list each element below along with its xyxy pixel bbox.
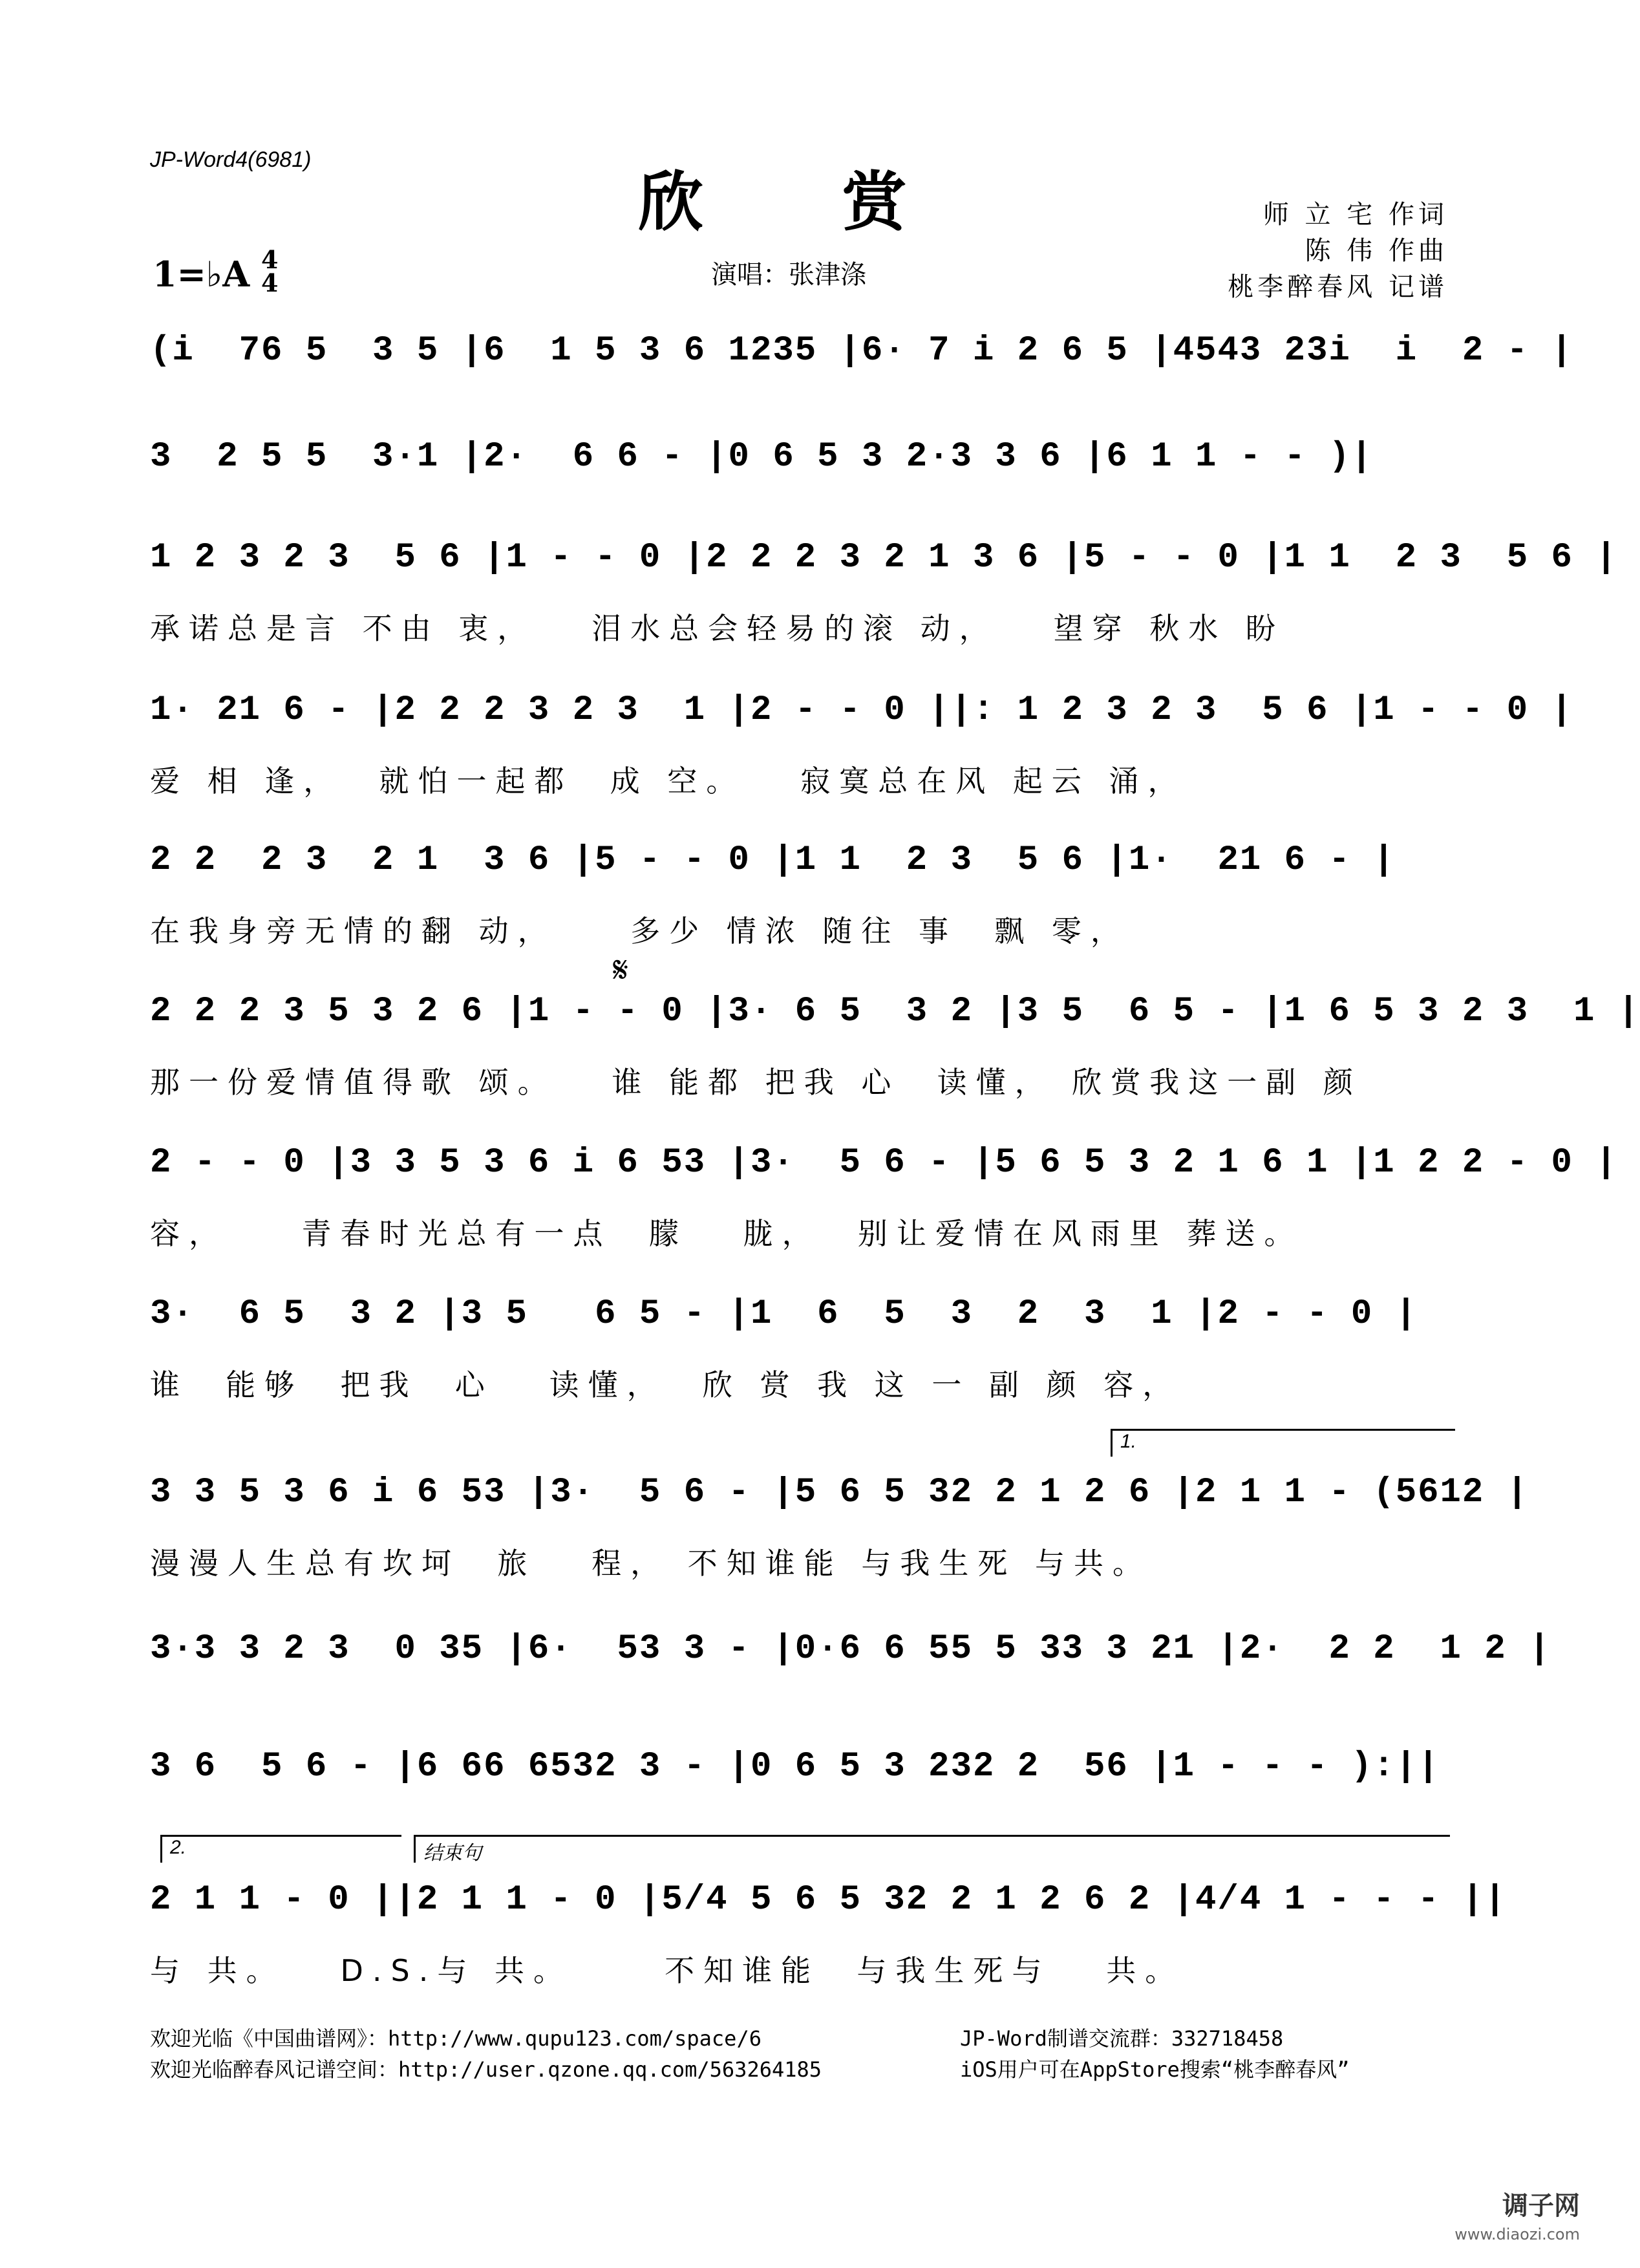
- time-signature-top: 4: [261, 245, 279, 274]
- notation-line: 1 2 3 2 3 5 6 |1 - - 0 |2 2 2 3 2 1 3 6 |5 - - 0 |1 1 2 3 5 6 |: [150, 538, 1618, 577]
- source-label: JP-Word4(6981): [150, 147, 312, 172]
- footer-space-link: 欢迎光临醉春风记谱空间：http://user.qzone.qq.com/563264185: [150, 2057, 822, 2082]
- watermark: [1454, 2192, 1580, 2249]
- notation-line: (i 76 5 3 5 |6 1 5 3 6 1235 |6· 7 i 2 6 5 |4543 23i i 2 - |: [150, 331, 1573, 370]
- key-signature: 1=♭A: [153, 253, 250, 295]
- footer-group-info: JP-Word制谱交流群：332718458: [960, 2026, 1284, 2051]
- transcriber-credit: 桃李醉春风 记谱: [1228, 272, 1448, 302]
- volta-1-label: 1.: [1120, 1431, 1137, 1452]
- composer-credit: 陈 伟 作曲: [1305, 236, 1448, 266]
- time-signature: [261, 245, 279, 297]
- notation-line: 2 2 2 3 5 3 2 6 |1 - - 0 |3· 6 5 3 2 |3 5 6 5 - |1 6 5 3 2 3 1 |: [150, 992, 1640, 1031]
- segno-sign: 𝄋: [613, 949, 629, 991]
- watermark-url: www.diaozi.com: [1454, 2225, 1580, 2243]
- notation-line: 3·3 3 2 3 0 35 |6· 53 3 - |0·6 6 55 5 33 3 21 |2· 2 2 1 2 |: [150, 1629, 1551, 1669]
- lyric-line: 漫漫人生总有坎坷 旅 程， 不知谁能 与我生死 与共。: [150, 1546, 1151, 1581]
- lyric-line: 爱 相 逢， 就怕一起都 成 空。 寂寞总在风 起云 涌，: [150, 764, 1187, 798]
- notation-line: 2 2 2 3 2 1 3 6 |5 - - 0 |1 1 2 3 5 6 |1· 21 6 - |: [150, 840, 1396, 880]
- volta-2-label: 2.: [170, 1837, 187, 1858]
- ending-bracket: [414, 1835, 1450, 1863]
- notation-line: 3 3 5 3 6 i 6 53 |3· 5 6 - |5 6 5 32 2 1 2 6 |2 1 1 - (5612 |: [150, 1473, 1529, 1512]
- notation-line: 1· 21 6 - |2 2 2 3 2 3 1 |2 - - 0 ||: 1 2 3 2 3 5 6 |1 - - 0 |: [150, 690, 1573, 730]
- lyricist-credit: 师 立 宅 作词: [1262, 200, 1448, 230]
- song-title: 欣 赏: [638, 164, 965, 240]
- volta-1-bracket: [1111, 1429, 1455, 1457]
- footer-ios-info: iOS用户可在AppStore搜索“桃李醉春风”: [960, 2057, 1350, 2082]
- watermark-name: 调子网: [1502, 2191, 1580, 2221]
- footer-site-link: 欢迎光临《中国曲谱网》：http://www.qupu123.com/space/6: [150, 2026, 761, 2051]
- notation-line: 2 1 1 - 0 ||2 1 1 - 0 |5/4 5 6 5 32 2 1 2 6 2 |4/4 1 - - - ||: [150, 1880, 1507, 1920]
- lyric-line: 在我身旁无情的翻 动， 多少 情浓 随往 事 飘 零，: [150, 914, 1129, 948]
- lyric-line: 谁 能够 把我 心 读懂， 欣 赏 我 这 一 副 颜 容，: [150, 1367, 1182, 1402]
- notation-line: 3· 6 5 3 2 |3 5 6 5 - |1 6 5 3 2 3 1 |2 - - 0 |: [150, 1294, 1418, 1334]
- notation-line: 3 6 5 6 - |6 66 6532 3 - |0 6 5 3 232 2 56 |1 - - - ):||: [150, 1747, 1440, 1786]
- ending-label: 结束句: [423, 1843, 482, 1864]
- lyric-line: 那一份爱情值得歌 颂。 谁 能都 把我 心 读懂， 欣赏我这一副 颜: [150, 1065, 1362, 1100]
- notation-line: 3 2 5 5 3·1 |2· 6 6 - |0 6 5 3 2·3 3 6 |6 1 1 - - )|: [150, 437, 1374, 476]
- volta-2-bracket: [160, 1835, 401, 1863]
- lyric-line: 容， 青春时光总有一点 朦 胧， 别让爱情在风雨里 葬送。: [150, 1216, 1303, 1251]
- singer-credit: 演唱：张津涤: [711, 260, 866, 290]
- lyric-line: 承诺总是言 不由 衷， 泪水总会轻易的滚 动， 望穿 秋水 盼: [150, 611, 1284, 646]
- time-signature-bottom: 4: [261, 268, 279, 297]
- notation-line: 2 - - 0 |3 3 5 3 6 i 6 53 |3· 5 6 - |5 6 5 3 2 1 6 1 |1 2 2 - 0 |: [150, 1143, 1618, 1182]
- lyric-line: 与 共。 D.S.与 共。 不知谁能 与我生死与 共。: [150, 1953, 1184, 1988]
